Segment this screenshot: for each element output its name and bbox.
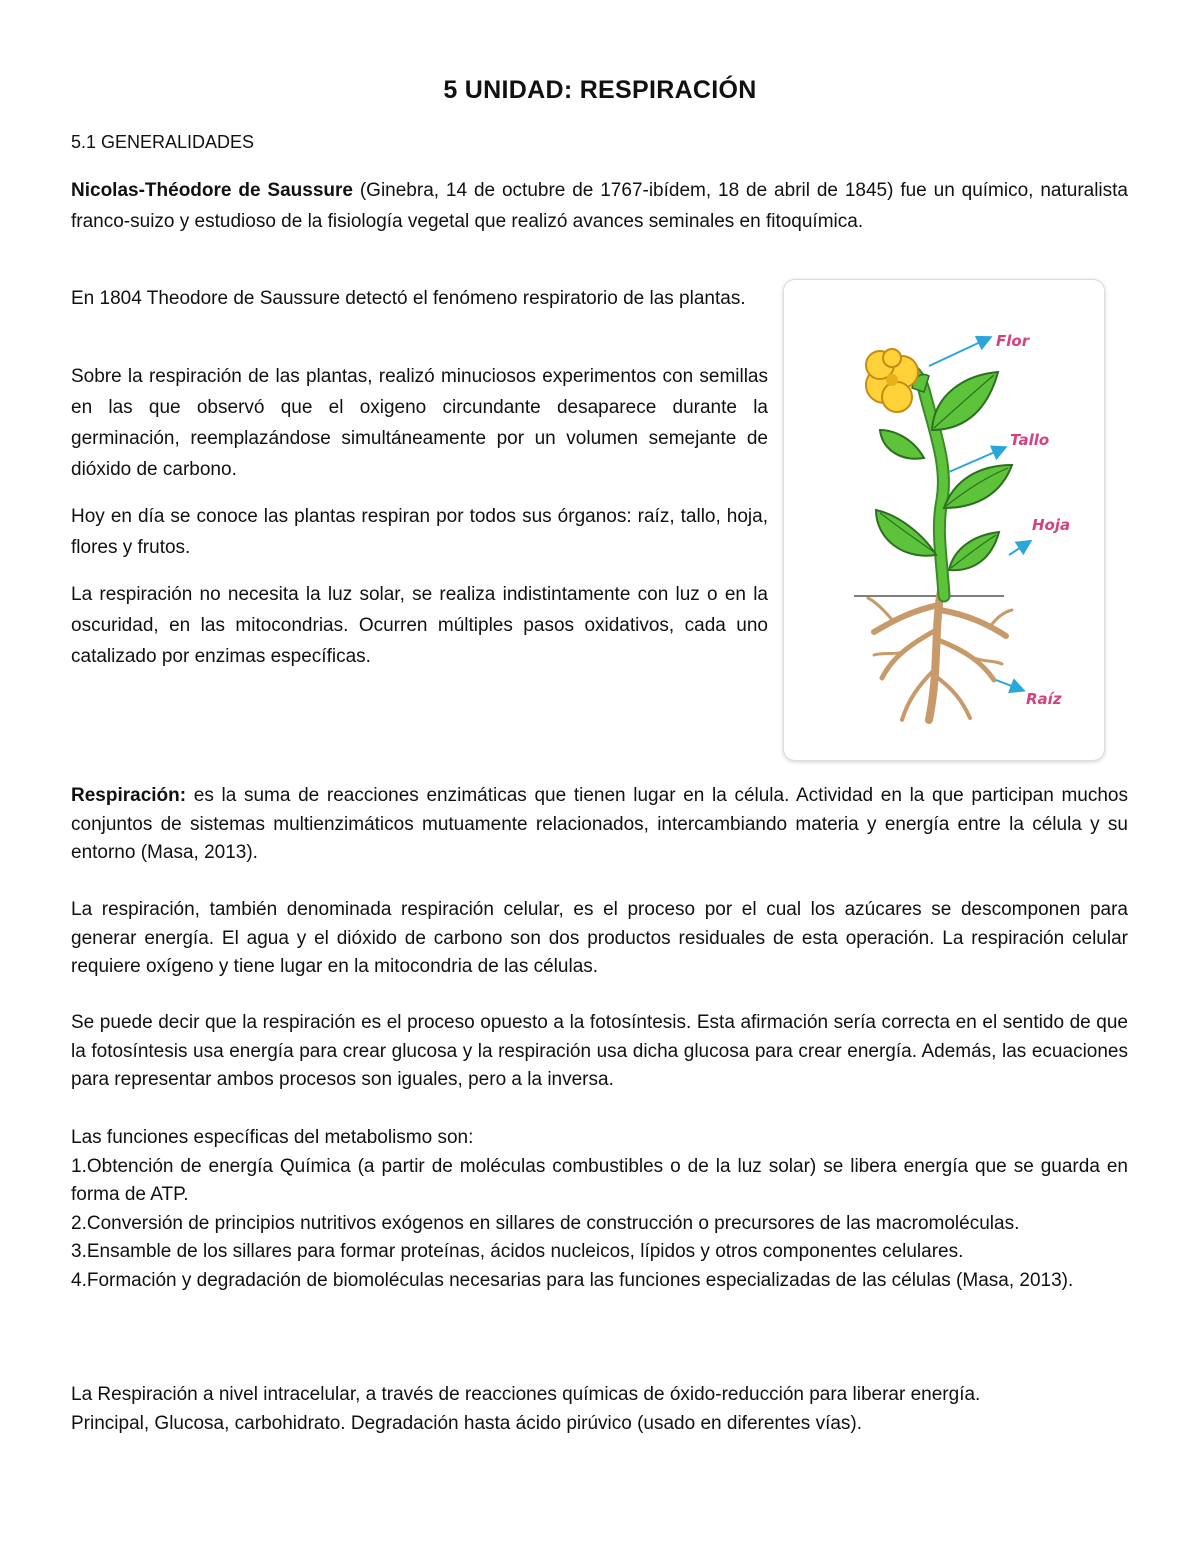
paragraph-celular: La respiración, también denominada respiración celular, es el proceso por el cual los azúcares se descomponen para generar energía. El agua y el dióxido de carbono son dos productos residuales de esta operación. La respiración celular requiere oxígeno y tiene lugar en la mitocondria de las células. <box>71 899 1128 977</box>
paragraph-opuesto: Se puede decir que la respiración es el proceso opuesto a la fotosíntesis. Esta afirmación sería correcta en el sentido de que la fotosíntesis usa energía para crear glucosa y la respiración usa dicha glucosa para crear energía. Además, las ecuaciones para representar ambos procesos son iguales, pero a la inversa. <box>71 1012 1128 1090</box>
closing-line: La Respiración a nivel intracelular, a través de reacciones químicas de óxido-reducción para liberar energía. <box>71 1384 981 1405</box>
label-flor: Flor <box>996 332 1030 350</box>
flower <box>866 349 929 412</box>
intro-name: Nicolas-Théodore de Saussure <box>71 180 353 201</box>
funcion-item: 4.Formación y degradación de biomoléculas necesarias para las funciones especializadas de las células (Masa, 2013). <box>71 1269 1074 1291</box>
label-tallo: Tallo <box>1010 431 1050 449</box>
respiracion-text: es la suma de reacciones enzimáticas que tienen lugar en la célula. Actividad en la que participan muchos conjuntos de sistemas multienzimáticos mutuamente relacionados, intercambiando materia y energía entre la célula y su entorno (Masa, 2013). <box>71 785 1128 863</box>
paragraph-experimentos: Sobre la respiración de las plantas, realizó minuciosos experimentos con semillas en las que observó que el oxigeno circundante desaparece durante la germinación, reemplazándose simultáneamente por un volumen semejante de dióxido de carbono. <box>71 366 768 480</box>
funciones-list <box>71 1124 1128 1295</box>
paragraph-organos: Hoy en día se conoce las plantas respiran por todos sus órganos: raíz, tallo, hoja, flores y frutos. <box>71 506 768 558</box>
plant-diagram <box>783 279 1105 761</box>
paragraph-1804: En 1804 Theodore de Saussure detectó el fenómeno respiratorio de las plantas. <box>71 288 746 309</box>
label-hoja: Hoja <box>1032 516 1071 534</box>
funcion-item: 1.Obtención de energía Química (a partir de moléculas combustibles o de la luz solar) se libera energía que se guarda en forma de ATP. <box>71 1155 1128 1205</box>
paragraph-mitocondrias: La respiración no necesita la luz solar, se realiza indistintamente con luz o en la oscuridad, en las mitocondrias. Ocurren múltiples pasos oxidativos, cada uno catalizado por enzimas específicas. <box>71 584 768 667</box>
closing-paragraph <box>71 1381 1128 1438</box>
plant-illustration <box>784 280 1104 760</box>
paragraph-respiracion <box>71 782 1128 868</box>
respiracion-term: Respiración: <box>71 785 187 806</box>
intro-paragraph <box>71 175 1128 237</box>
funcion-item: 3.Ensamble de los sillares para formar proteínas, ácidos nucleicos, lípidos y otros componentes celulares. <box>71 1241 964 1262</box>
section-heading: 5.1 GENERALIDADES <box>71 132 255 152</box>
roots <box>868 590 1012 720</box>
intro-text: (Ginebra, 14 de octubre de 1767-ibídem, 18 de abril de 1845) fue un químico, naturalista franco-suizo y estudioso de la fisiología vegetal que realizó avances seminales en fitoquímica. <box>71 180 1128 232</box>
funcion-item: 2.Conversión de principios nutritivos exógenos en sillares de construcción o precursores de las macromoléculas. <box>71 1212 1020 1234</box>
funciones-heading: Las funciones específicas del metabolismo son: <box>71 1127 474 1148</box>
label-raiz: Raíz <box>1026 690 1062 708</box>
closing-line: Principal, Glucosa, carbohidrato. Degradación hasta ácido pirúvico (usado en diferentes vías). <box>71 1412 863 1434</box>
page-title: 5 UNIDAD: RESPIRACIÓN <box>443 76 757 104</box>
